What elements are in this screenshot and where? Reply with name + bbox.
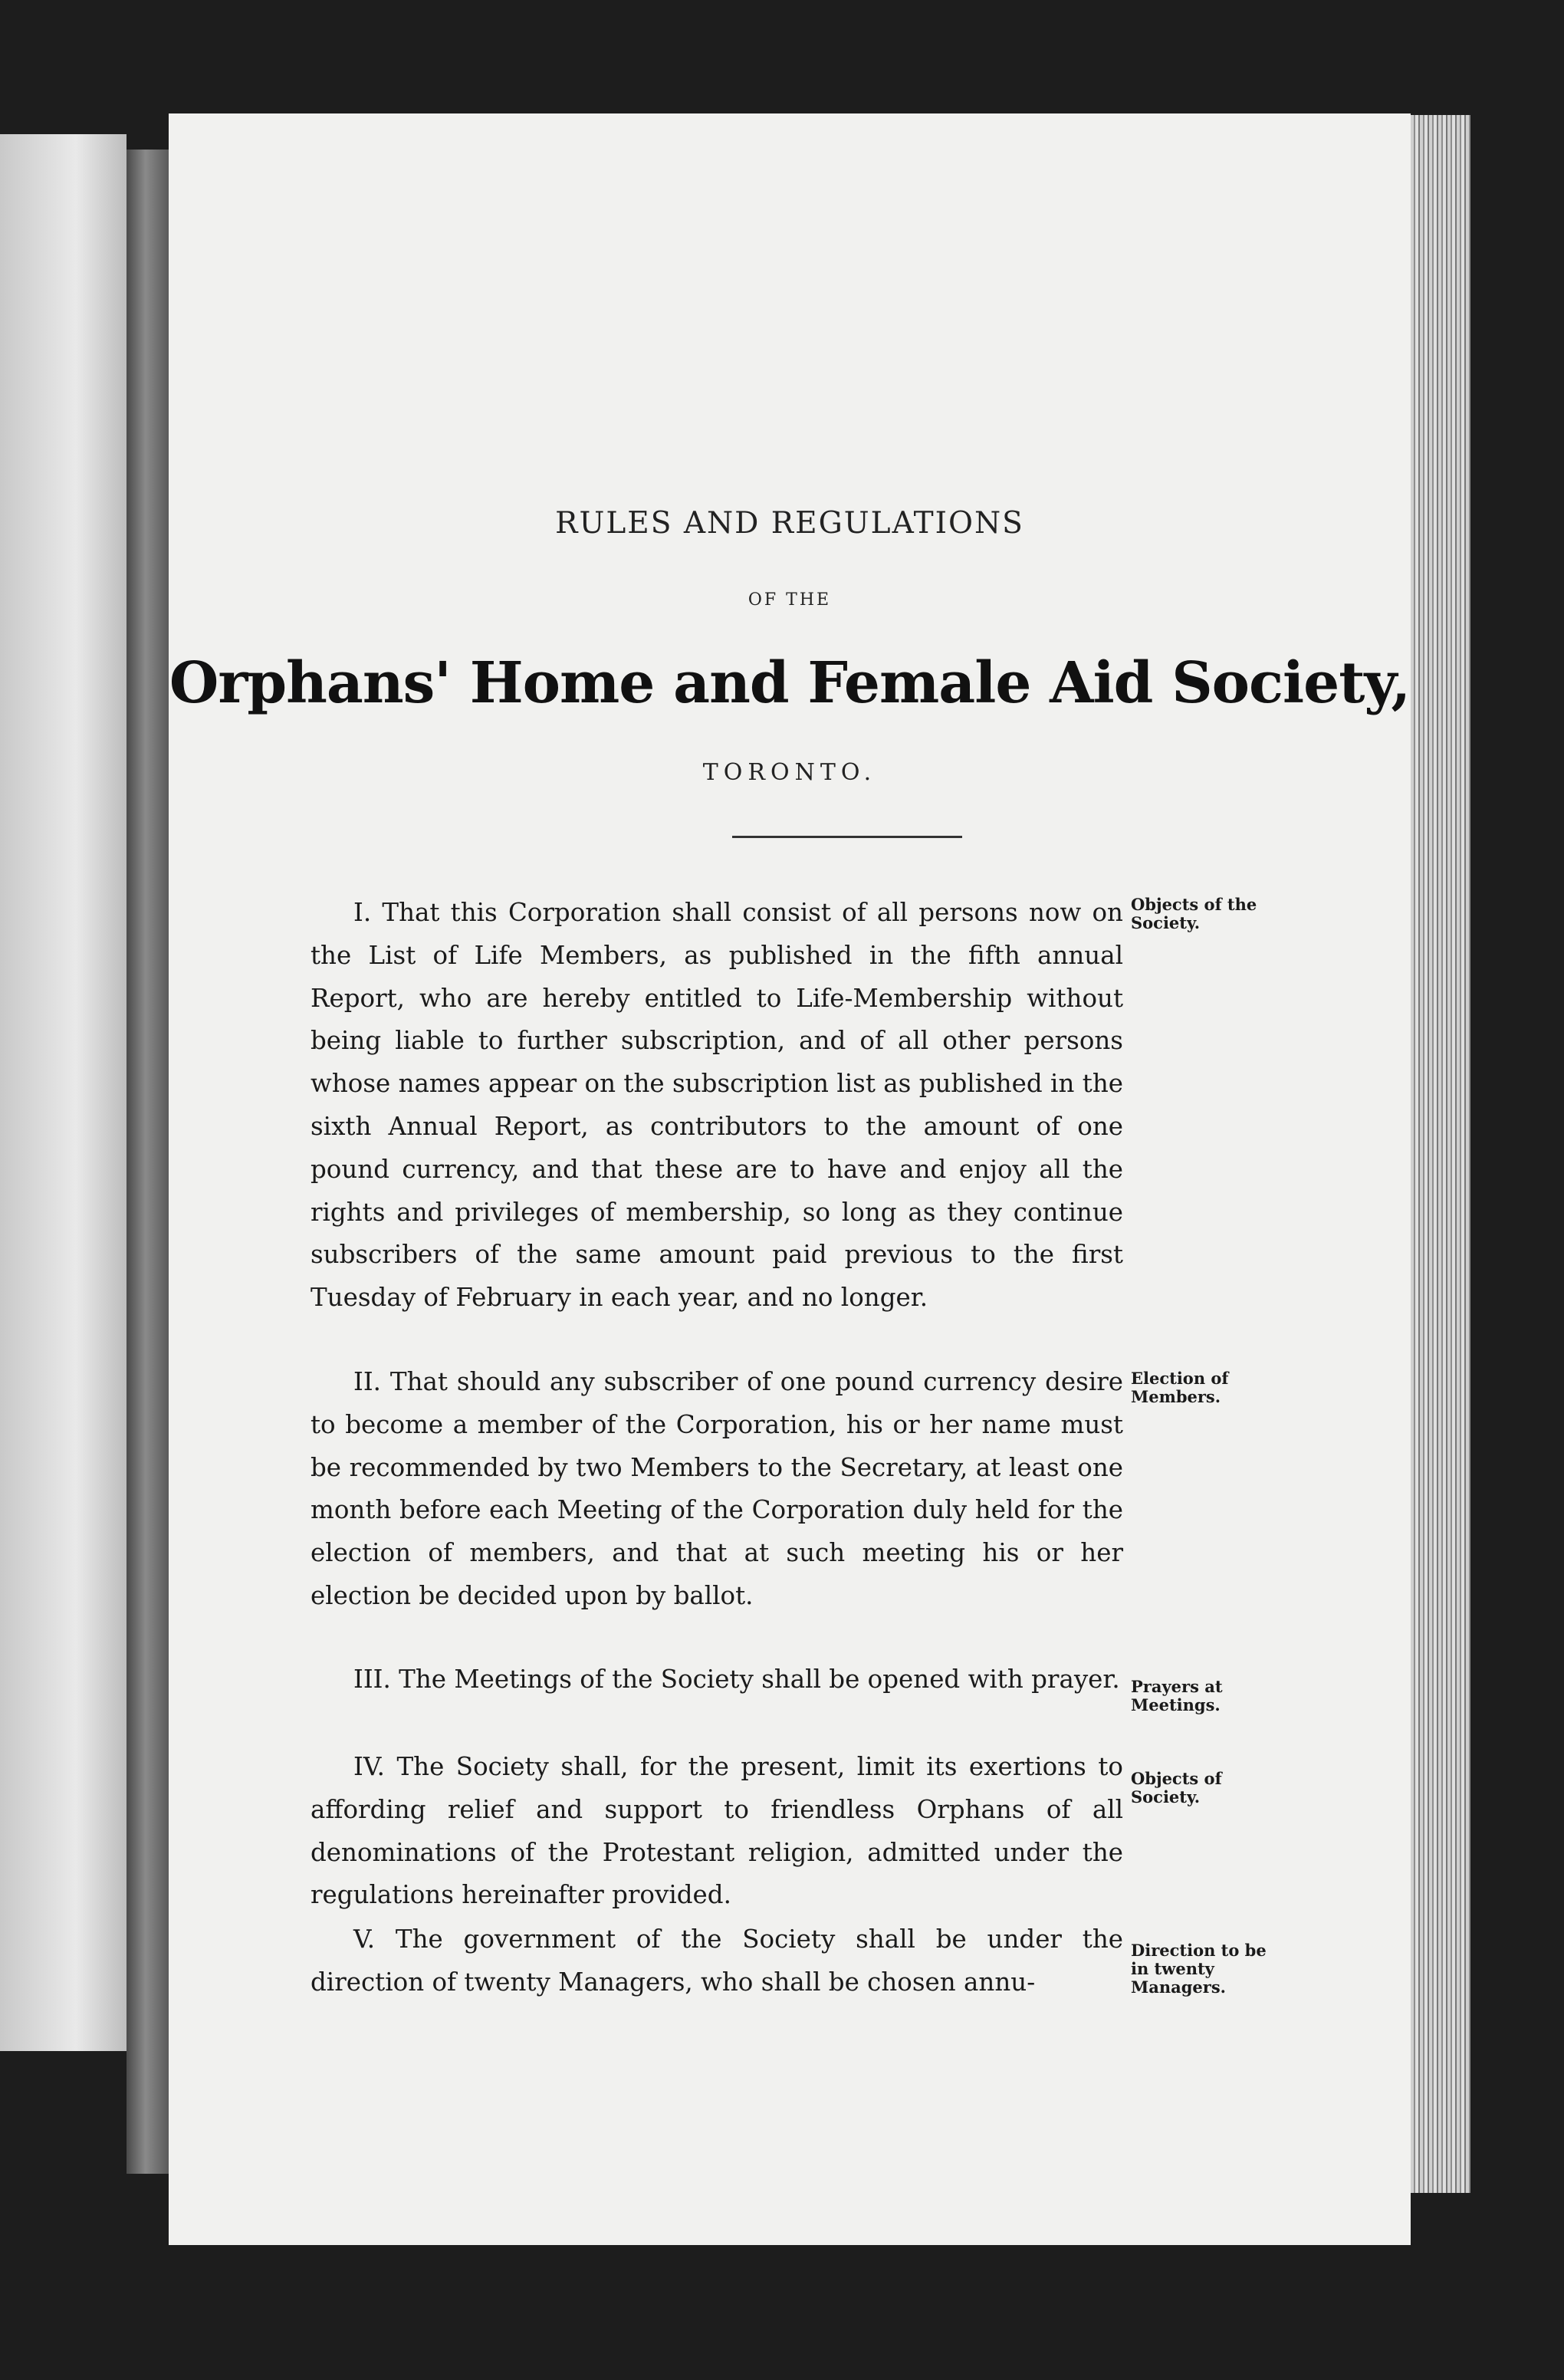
page-title: RULES AND REGULATIONS — [555, 506, 1024, 541]
rule-paragraph-3: III. The Meetings of the Society shall be opened with prayer. — [353, 1665, 1120, 1694]
rule-paragraph-5: V. The government of the Society shall be under the direction of twenty Managers, who shall be chosen annu- — [310, 1925, 1123, 1997]
page-edges — [1411, 115, 1470, 2193]
rule-paragraph-2: II. That should any subscriber of one pound currency desire to become a member of the Corporation, his or her name must be recommended by two Members to the Secretary, at least one month before each Meeting of the Corporation duly held for the election of members, and that at such meeting his or her election be decided upon by ballot. — [310, 1367, 1123, 1610]
margin-note-3: Prayers at Meetings. — [1131, 1677, 1223, 1714]
margin-note-2: Election of Members. — [1131, 1369, 1229, 1406]
society-name: Orphans' Home and Female Aid Society, — [169, 650, 1411, 716]
rule-paragraph-4: IV. The Society shall, for the present, limit its exertions to affording relief and support to friendless Orphans of all denominations of the Protestant religion, admitted under the regulations hereinafter provided. — [310, 1752, 1123, 1910]
margin-note-1: Objects of the Society. — [1131, 895, 1257, 932]
margin-note-5: Direction to be in twenty Managers. — [1131, 1941, 1267, 1997]
margin-note-4: Objects of Society. — [1131, 1769, 1222, 1806]
title-connector: OF THE — [748, 590, 832, 610]
city-name: TORONTO. — [702, 759, 877, 786]
book-gutter — [127, 150, 169, 2174]
rule-paragraph-1: I. That this Corporation shall consist of all persons now on the List of Life Members, as published in the fifth annual Report, who are hereby entitled to Life-Membership without being liable to further subscription, and of all other persons whose names appear on the subscription list as published in the sixth Annual Report, as contributors to the amount of one pound currency, and that these are to have and enjoy all the rights and privileges of membership, so long as they continue subscribers of the same amount paid previous to the first Tuesday of February in each year, and no longer. — [310, 898, 1123, 1313]
facing-page-edge — [0, 134, 127, 2051]
divider-rule — [732, 836, 962, 838]
